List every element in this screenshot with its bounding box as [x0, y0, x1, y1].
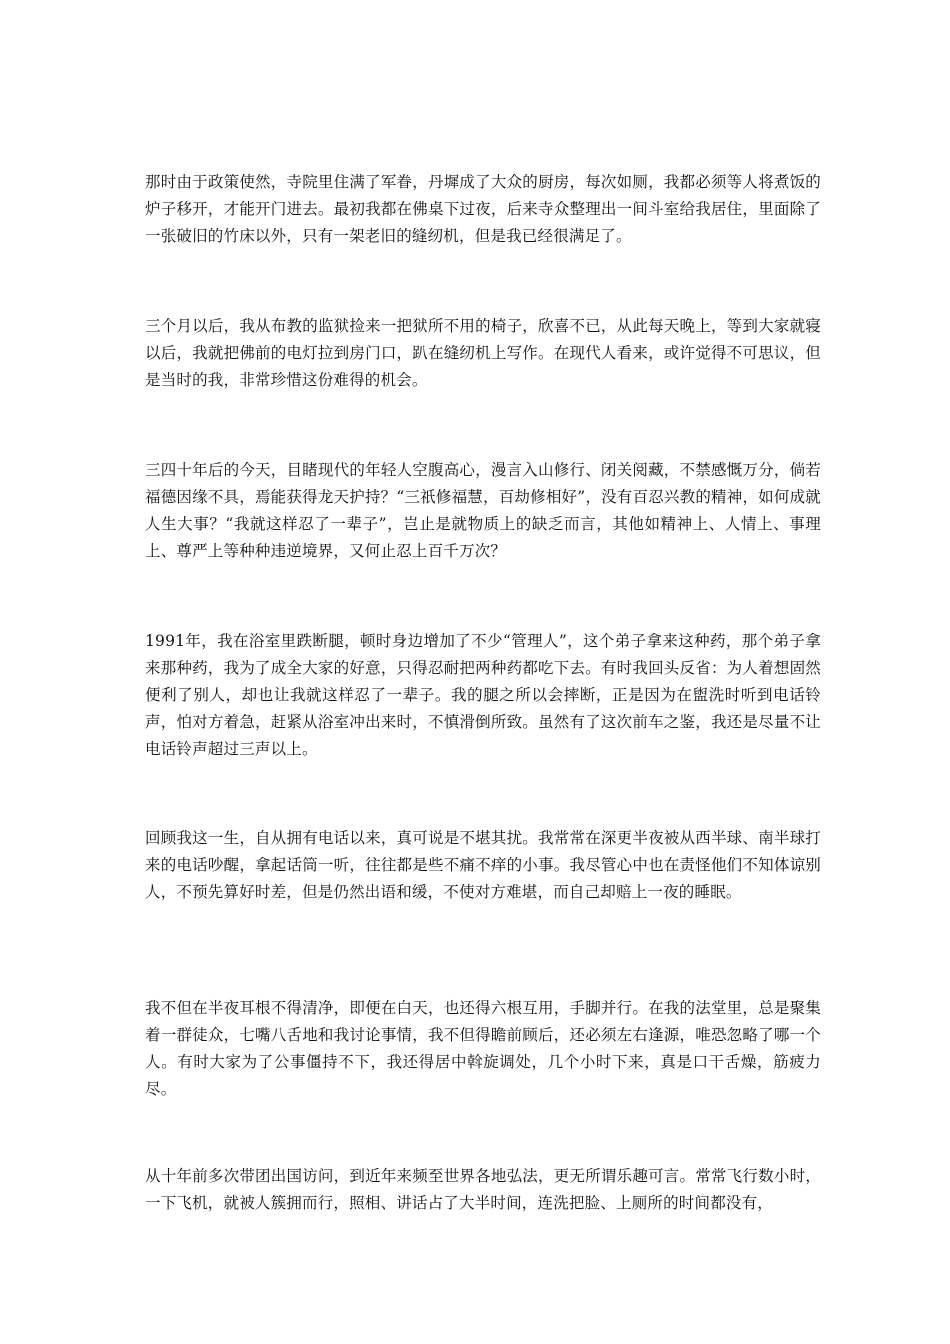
paragraph-1: 那时由于政策使然，寺院里住满了军眷，丹墀成了大众的厨房，每次如厕，我都必须等人将煮饭的炉子移开，才能开门进去。最初我都在佛桌下过夜，后来寺众整理出一间斗室给我居住，里面除了一张破旧的竹床以外，只有一架老旧的缝纫机，但是我已经很满足了。	[145, 173, 821, 245]
paragraph-5: 回顾我这一生，自从拥有电话以来，真可说是不堪其扰。我常常在深更半夜被从西半球、南半球打来的电话吵醒，拿起话筒一听，往往都是些不痛不痒的小事。我尽管心中也在责怪他们不知体谅别人，不预先算好时差，但是仍然出语和缓，不使对方难堪，而自己却赔上一夜的睡眠。	[145, 829, 821, 901]
paragraph-3: 三四十年后的今天，目睹现代的年轻人空腹高心，漫言入山修行、闭关阅藏，不禁感慨万分，倘若福德因缘不具，焉能获得龙天护持？“三祇修福慧，百劫修相好”，没有百忍兴教的精神，如何成就人生大事？“我就这样忍了一辈子”，岂止是就物质上的缺乏而言，其他如精神上、人情上、事理上、尊严上等种种违逆境界，又何止忍上百千万次？	[145, 461, 821, 560]
paragraph-7: 从十年前多次带团出国访问，到近年来频至世界各地弘法，更无所谓乐趣可言。常常飞行数小时，一下飞机，就被人簇拥而行，照相、讲话占了大半时间，连洗把脸、上厕所的时间都没有，	[145, 1167, 821, 1212]
paragraph-2: 三个月以后，我从布教的监狱捡来一把狱所不用的椅子，欣喜不已，从此每天晚上，等到大家就寝以后，我就把佛前的电灯拉到房门口，趴在缝纫机上写作。在现代人看来，或许觉得不可思议，但是当时的我，非常珍惜这份难得的机会。	[145, 317, 821, 389]
paragraph-6: 我不但在半夜耳根不得清净，即便在白天，也还得六根互用，手脚并行。在我的法堂里，总是聚集着一群徒众，七嘴八舌地和我讨论事情，我不但得瞻前顾后，还必须左右逢源，唯恐忽略了哪一个人。有时大家为了公事僵持不下，我还得居中斡旋调处，几个小时下来，真是口干舌燥，筋疲力尽。	[145, 999, 821, 1098]
paragraph-4: 1991年，我在浴室里跌断腿，顿时身边增加了不少“管理人”，这个弟子拿来这种药，那个弟子拿来那种药，我为了成全大家的好意，只得忍耐把两种药都吃下去。有时我回头反省：为人着想固然便利了别人，却也让我就这样忍了一辈子。我的腿之所以会摔断，正是因为在盥洗时听到电话铃声，怕对方着急，赶紧从浴室冲出来时，不慎滑倒所致。虽然有了这次前车之鉴，我还是尽量不让电话铃声超过三声以上。	[145, 632, 821, 758]
